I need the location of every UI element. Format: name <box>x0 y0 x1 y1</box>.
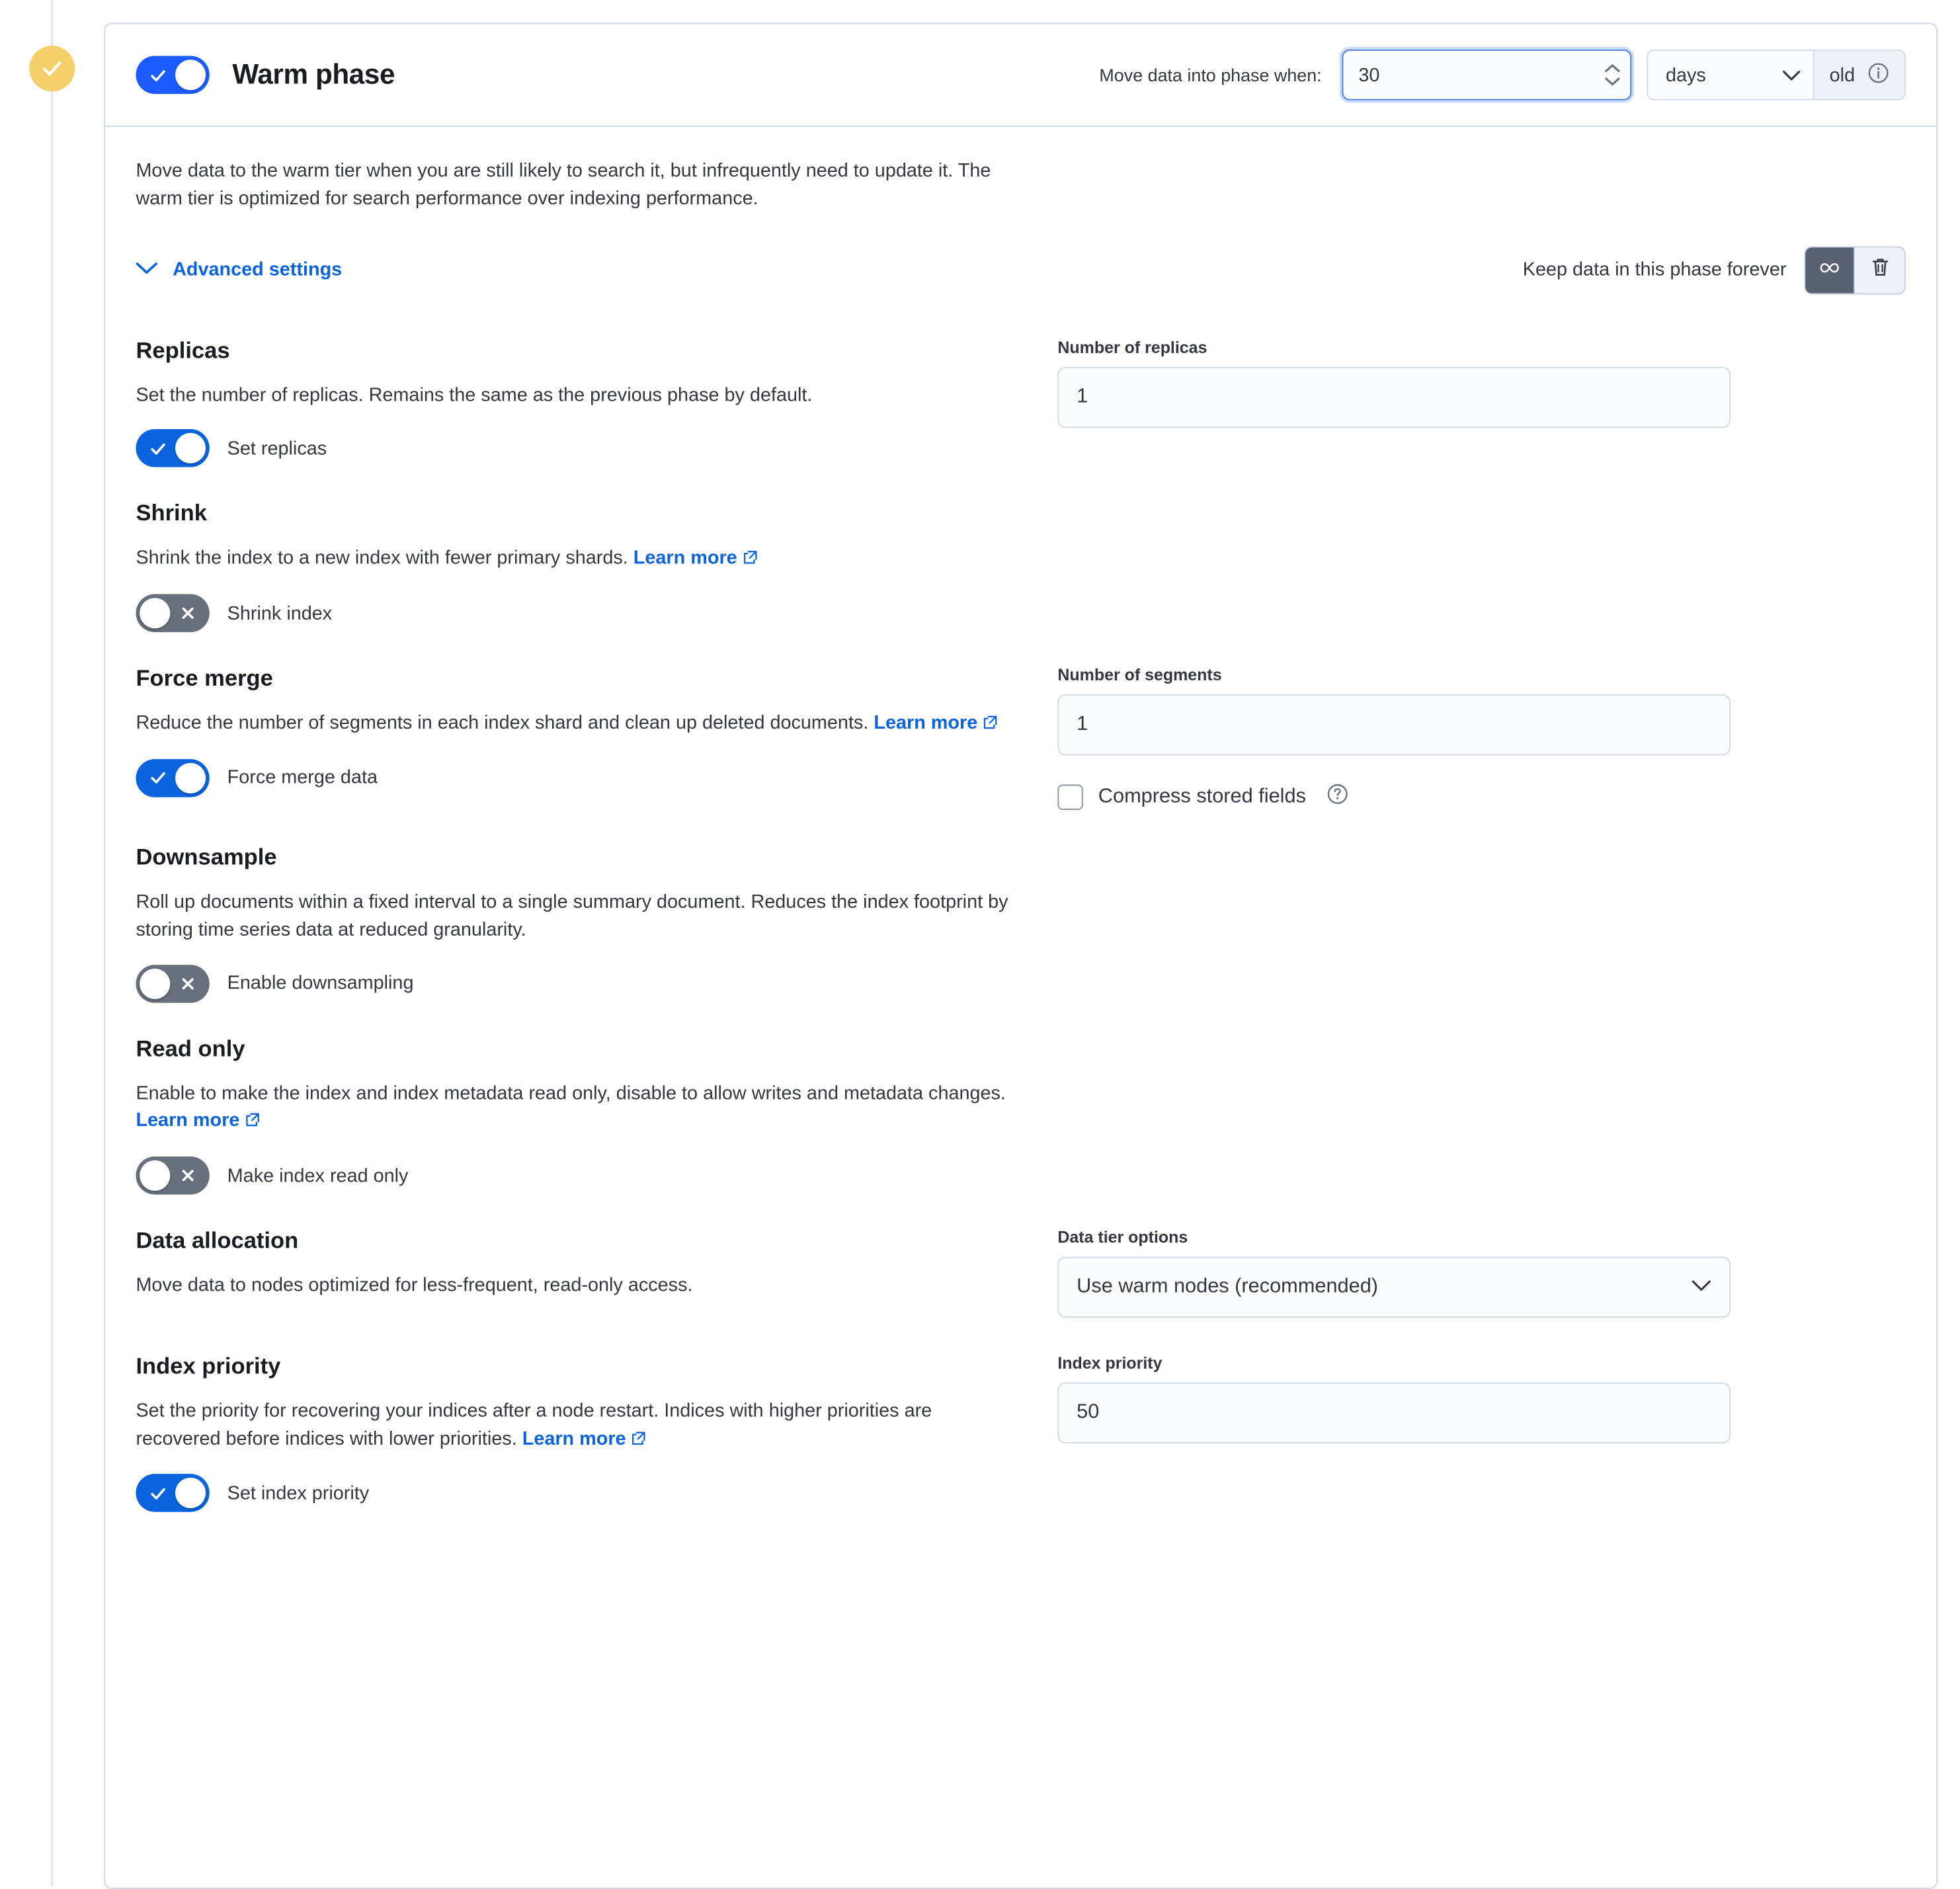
index-priority-value: 50 <box>1077 1401 1100 1423</box>
downsample-title: Downsample <box>136 844 277 870</box>
section-force-merge <box>136 665 1905 811</box>
keep-forever-label: Keep data in this phase forever <box>1522 259 1787 281</box>
number-spinner[interactable] <box>1605 51 1620 99</box>
timing-value-field[interactable] <box>1342 50 1631 100</box>
page-title: Warm phase <box>232 58 395 91</box>
number-of-segments-value: 1 <box>1077 713 1088 735</box>
section-data-allocation <box>136 1228 1905 1320</box>
index-priority-description <box>136 1397 1012 1453</box>
info-icon[interactable] <box>1867 61 1889 88</box>
force-merge-learn-more-link[interactable]: Learn more <box>874 712 978 734</box>
trash-icon <box>1869 256 1890 284</box>
set-index-priority-label: Set index priority <box>227 1482 370 1504</box>
cross-icon <box>171 1156 204 1195</box>
external-link-icon <box>631 1426 646 1454</box>
advanced-settings-link[interactable]: Advanced settings <box>173 259 343 281</box>
index-priority-input[interactable] <box>1057 1382 1731 1443</box>
section-index-priority <box>136 1353 1905 1512</box>
chevron-down-icon[interactable] <box>136 259 157 282</box>
chevron-down-icon <box>1691 1276 1711 1299</box>
phase-timing-controls <box>1099 50 1906 100</box>
force-merge-description <box>136 709 1012 739</box>
index-priority-label: Index priority <box>1057 1353 1163 1373</box>
phase-timeline-rail <box>0 0 106 1886</box>
make-index-read-only-row <box>136 1156 1012 1195</box>
timing-suffix-label: old <box>1829 63 1856 86</box>
number-of-replicas-label: Number of replicas <box>1057 337 1207 356</box>
force-merge-description-text: Reduce the number of segments in each index shard and clean up deleted documents. <box>136 712 869 734</box>
section-replicas <box>136 337 1905 467</box>
number-of-replicas-value: 1 <box>1077 385 1088 407</box>
set-replicas-row <box>136 429 1012 467</box>
phase-status-dot <box>29 46 75 91</box>
shrink-index-toggle[interactable] <box>136 594 209 633</box>
shrink-index-row <box>136 594 1012 633</box>
force-merge-title: Force merge <box>136 665 273 691</box>
downsample-description: Roll up documents within a fixed interval to a single summary document. Reduces the index footprint by storing time series data at reduced granularity. <box>136 891 1008 941</box>
section-read-only <box>136 1035 1905 1195</box>
data-tier-options-value: Use warm nodes (recommended) <box>1077 1275 1379 1298</box>
section-downsample <box>136 844 1905 1002</box>
index-priority-description-text: Set the priority for recovering your indices after a node restart. Indices with higher priorities are recovered before indices with lower priorities. <box>136 1400 932 1449</box>
read-only-title: Read only <box>136 1035 245 1061</box>
toggle-knob <box>140 1160 170 1191</box>
toggle-knob <box>140 968 170 998</box>
number-of-replicas-input[interactable] <box>1057 366 1731 427</box>
chevron-down-icon <box>1783 64 1801 86</box>
compress-stored-fields-label: Compress stored fields <box>1098 785 1306 808</box>
move-data-label: Move data into phase when: <box>1099 64 1322 85</box>
delete-phase-button[interactable] <box>1855 246 1906 294</box>
warm-phase-body <box>105 127 1936 1596</box>
read-only-description <box>136 1080 1012 1136</box>
data-tier-options-label: Data tier options <box>1057 1227 1188 1247</box>
read-only-description-text: Enable to make the index and index metadata read only, disable to allow writes and metadata changes. <box>136 1082 1006 1104</box>
set-index-priority-toggle[interactable] <box>136 1474 209 1513</box>
set-replicas-toggle[interactable] <box>136 429 209 467</box>
check-icon <box>141 56 174 94</box>
warm-phase-header <box>105 24 1936 127</box>
shrink-description-text: Shrink the index to a new index with fewer primary shards. <box>136 547 628 569</box>
replicas-title: Replicas <box>136 337 230 363</box>
timing-unit-select[interactable] <box>1647 50 1814 100</box>
shrink-learn-more-link[interactable]: Learn more <box>633 547 737 569</box>
cross-icon <box>171 964 204 1002</box>
cross-icon <box>171 594 204 633</box>
data-allocation-title: Data allocation <box>136 1227 299 1254</box>
check-icon <box>141 429 174 467</box>
enable-downsampling-label: Enable downsampling <box>227 972 414 994</box>
external-link-icon <box>742 546 757 574</box>
data-allocation-description: Move data to nodes optimized for less-frequent, read-only access. <box>136 1274 693 1297</box>
set-index-priority-row <box>136 1474 1012 1513</box>
help-icon[interactable] <box>1327 784 1348 811</box>
section-shrink <box>136 501 1905 632</box>
compress-stored-fields-checkbox[interactable] <box>1057 785 1082 810</box>
keep-forever-button[interactable] <box>1804 246 1855 294</box>
timing-value-input[interactable] <box>1343 51 1579 99</box>
spinner-down-icon[interactable] <box>1605 76 1620 86</box>
check-icon <box>141 1474 174 1513</box>
force-merge-data-toggle[interactable] <box>136 759 209 797</box>
retention-controls <box>1523 246 1906 294</box>
number-of-segments-label: Number of segments <box>1057 665 1222 684</box>
toggle-knob <box>175 60 206 90</box>
warm-phase-enable-toggle[interactable] <box>136 56 209 94</box>
data-tier-options-select[interactable] <box>1057 1257 1731 1318</box>
timing-suffix <box>1815 50 1906 100</box>
external-link-icon <box>983 711 998 739</box>
number-of-segments-input[interactable] <box>1057 694 1731 755</box>
toggle-knob <box>175 433 206 463</box>
force-merge-data-row <box>136 759 1012 797</box>
enable-downsampling-row <box>136 964 1012 1002</box>
index-priority-title: Index priority <box>136 1353 281 1379</box>
force-merge-data-label: Force merge data <box>227 767 378 789</box>
external-link-icon <box>245 1109 260 1137</box>
shrink-description <box>136 545 1012 574</box>
timing-unit-value: days <box>1665 63 1706 86</box>
infinity-icon <box>1817 259 1842 282</box>
replicas-description: Set the number of replicas. Remains the same as the previous phase by default. <box>136 383 813 406</box>
read-only-learn-more-link[interactable]: Learn more <box>136 1109 240 1132</box>
phase-description: Move data to the warm tier when you are still likely to search it, but infrequently need to update it. The warm tier is optimized for search performance over indexing performance. <box>136 159 991 210</box>
make-index-read-only-label: Make index read only <box>227 1164 409 1187</box>
toggle-knob <box>140 598 170 628</box>
make-index-read-only-toggle[interactable] <box>136 1156 209 1195</box>
toggle-knob <box>175 762 206 793</box>
spinner-up-icon[interactable] <box>1605 63 1620 73</box>
timeline-line <box>51 0 54 1886</box>
shrink-title: Shrink <box>136 500 207 526</box>
index-priority-learn-more-link[interactable]: Learn more <box>522 1427 626 1449</box>
shrink-index-label: Shrink index <box>227 602 333 624</box>
enable-downsampling-toggle[interactable] <box>136 964 209 1002</box>
check-icon <box>141 759 174 797</box>
compress-stored-fields-row <box>1057 784 1870 811</box>
advanced-settings-row <box>136 246 1905 294</box>
set-replicas-label: Set replicas <box>227 437 327 460</box>
warm-phase-panel <box>104 23 1937 1889</box>
toggle-knob <box>175 1478 206 1508</box>
